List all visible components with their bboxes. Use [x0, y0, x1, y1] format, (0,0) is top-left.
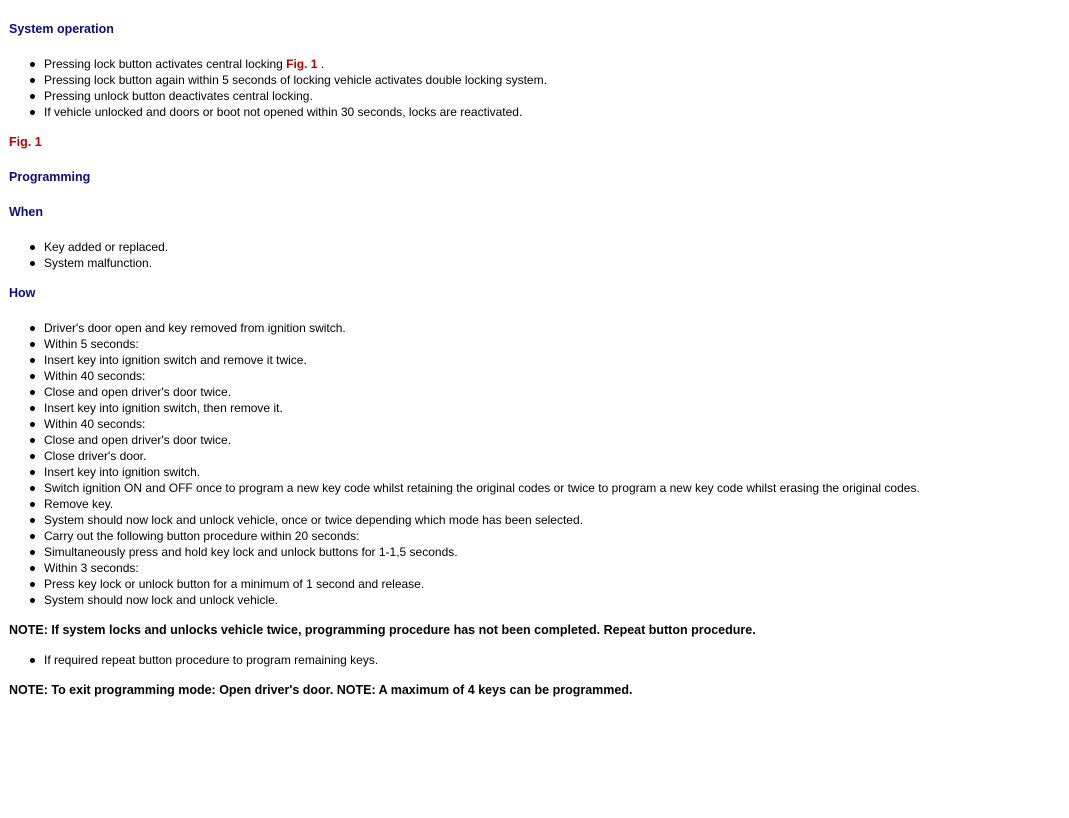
list-item: Within 3 seconds: — [9, 560, 1059, 576]
heading-when: When — [9, 205, 44, 219]
list-item: System should now lock and unlock vehicle. — [9, 592, 1059, 608]
note-exit-programming: NOTE: To exit programming mode: Open driver's door. NOTE: A maximum of 4 keys can be programmed. — [9, 683, 633, 697]
list-item: Close driver's door. — [9, 448, 1059, 464]
list-item: Insert key into ignition switch. — [9, 464, 1059, 480]
list-item: System malfunction. — [9, 255, 1059, 271]
heading-system-operation: System operation — [9, 22, 114, 36]
list-item: Insert key into ignition switch, then remove it. — [9, 400, 1059, 416]
list-item: Carry out the following button procedure within 20 seconds: — [9, 528, 1059, 544]
list-item: Pressing lock button again within 5 seconds of locking vehicle activates double locking system. — [9, 72, 1059, 88]
list-item: Pressing lock button activates central locking Fig. 1 . — [9, 56, 1059, 72]
extra-list — [9, 652, 1059, 668]
fig-1-link[interactable]: Fig. 1 — [286, 57, 318, 71]
list-item: Driver's door open and key removed from ignition switch. — [9, 320, 1059, 336]
document-page — [9, 21, 1059, 698]
how-list — [9, 320, 1059, 608]
list-item: Key added or replaced. — [9, 239, 1059, 255]
heading-programming: Programming — [9, 170, 91, 184]
list-item: Press key lock or unlock button for a minimum of 1 second and release. — [9, 576, 1059, 592]
note-incomplete-programming: NOTE: If system locks and unlocks vehicle twice, programming procedure has not been completed. Repeat button procedure. — [9, 623, 756, 637]
list-item: If required repeat button procedure to program remaining keys. — [9, 652, 1059, 668]
list-item: Insert key into ignition switch and remove it twice. — [9, 352, 1059, 368]
list-item: Pressing unlock button deactivates central locking. — [9, 88, 1059, 104]
system-operation-list — [9, 56, 1059, 120]
list-item: Within 5 seconds: — [9, 336, 1059, 352]
figure-label: Fig. 1 — [9, 135, 42, 149]
when-list — [9, 239, 1059, 271]
list-item: Within 40 seconds: — [9, 416, 1059, 432]
list-item: Remove key. — [9, 496, 1059, 512]
list-item: Close and open driver's door twice. — [9, 384, 1059, 400]
list-item: Within 40 seconds: — [9, 368, 1059, 384]
list-item: Close and open driver's door twice. — [9, 432, 1059, 448]
list-item: System should now lock and unlock vehicle, once or twice depending which mode has been selected. — [9, 512, 1059, 528]
list-item: If vehicle unlocked and doors or boot not opened within 30 seconds, locks are reactivated. — [9, 104, 1059, 120]
list-item: Switch ignition ON and OFF once to program a new key code whilst retaining the original codes or twice to program a new key code whilst erasing the original codes. — [9, 480, 1059, 496]
list-item: Simultaneously press and hold key lock and unlock buttons for 1-1,5 seconds. — [9, 544, 1059, 560]
heading-how: How — [9, 286, 36, 300]
